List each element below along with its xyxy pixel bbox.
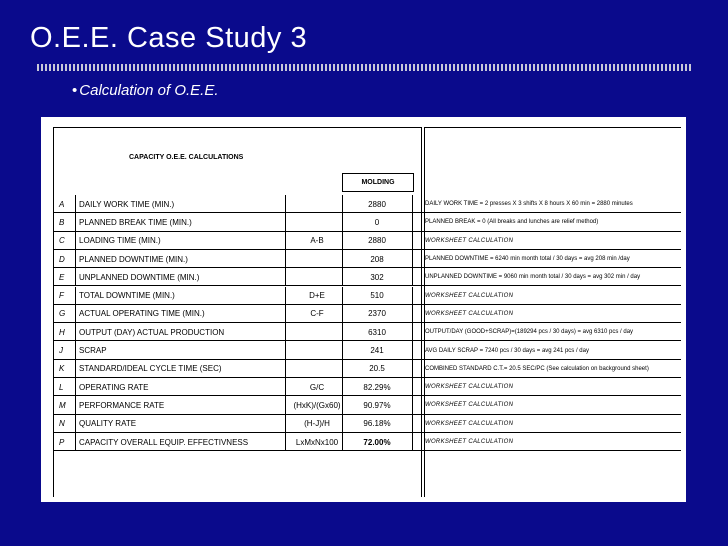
row-formula: D+E xyxy=(309,291,325,301)
row-letter: H xyxy=(59,327,65,337)
table-row xyxy=(41,305,686,323)
row-formula: LxMxNx100 xyxy=(295,437,339,447)
frame-top xyxy=(53,127,421,128)
row-note: WORKSHEET CALCULATION xyxy=(425,402,514,409)
row-formula xyxy=(285,360,349,378)
row-label: LOADING TIME (MIN.) xyxy=(79,236,161,246)
row-letter: K xyxy=(59,364,65,374)
column-divider xyxy=(412,213,413,231)
row-note: WORKSHEET CALCULATION xyxy=(425,310,514,317)
column-divider xyxy=(412,195,413,213)
bullet-icon: • xyxy=(72,82,78,99)
row-formula: C-F xyxy=(310,309,324,319)
table-row xyxy=(41,268,686,286)
row-value: 2880 xyxy=(368,236,386,246)
column-divider xyxy=(75,378,76,396)
table-row xyxy=(41,433,686,451)
row-formula: G/C xyxy=(309,382,325,392)
column-divider xyxy=(75,415,76,433)
row-label: UNPLANNED DOWNTIME (MIN.) xyxy=(79,272,200,282)
row-note: WORKSHEET CALCULATION xyxy=(425,420,514,427)
column-divider xyxy=(75,360,76,378)
row-note: DAILY WORK TIME = 2 presses X 3 shifts X 8 hours X 60 min = 2880 minutes xyxy=(425,201,633,208)
row-letter: A xyxy=(59,199,65,209)
row-value: 510 xyxy=(370,291,384,301)
row-value: 20.5 xyxy=(369,364,385,374)
row-value: 302 xyxy=(370,272,384,282)
row-label: SCRAP xyxy=(79,346,107,356)
row-note: OUTPUT/DAY (GOOD+SCRAP)=(189294 pcs / 30 days) = avg 6310 pcs / day xyxy=(425,329,634,336)
column-divider xyxy=(75,341,76,359)
row-label: PLANNED DOWNTIME (MIN.) xyxy=(79,254,188,264)
column-divider xyxy=(412,305,413,323)
subtitle-text: Calculation of O.E.E. xyxy=(79,82,219,99)
row-letter: N xyxy=(59,419,65,429)
column-divider xyxy=(75,305,76,323)
row-note: WORKSHEET CALCULATION xyxy=(425,292,514,299)
row-note: UNPLANNED DOWNTIME = 9060 min month total / 30 days = avg 302 min / day xyxy=(425,274,641,281)
table-row xyxy=(41,341,686,359)
worksheet-caption: CAPACITY O.E.E. CALCULATIONS xyxy=(129,154,244,161)
table-row xyxy=(41,360,686,378)
row-value: 90.97% xyxy=(363,400,391,410)
table-row xyxy=(41,378,686,396)
row-note: WORKSHEET CALCULATION xyxy=(425,439,514,446)
column-divider xyxy=(75,433,76,451)
row-label: PLANNED BREAK TIME (MIN.) xyxy=(79,217,192,227)
row-formula: (HxK)/(Gx60) xyxy=(293,400,341,410)
row-letter: L xyxy=(59,382,64,392)
column-divider xyxy=(412,378,413,396)
row-value: 82.29% xyxy=(363,382,391,392)
column-divider xyxy=(75,195,76,213)
row-formula: A-B xyxy=(310,236,324,246)
row-formula xyxy=(285,323,349,341)
row-value: 2370 xyxy=(368,309,386,319)
column-divider xyxy=(412,396,413,414)
table-row xyxy=(41,232,686,250)
column-divider xyxy=(412,415,413,433)
row-value: 208 xyxy=(370,254,384,264)
row-value: 0 xyxy=(374,217,380,227)
row-letter: D xyxy=(59,254,65,264)
row-letter: G xyxy=(59,309,66,319)
column-divider xyxy=(75,323,76,341)
column-divider xyxy=(412,250,413,268)
row-letter: P xyxy=(59,437,65,447)
row-formula xyxy=(285,195,349,213)
row-note: WORKSHEET CALCULATION xyxy=(425,237,514,244)
column-divider xyxy=(75,268,76,286)
row-letter: J xyxy=(59,346,63,356)
row-value: 2880 xyxy=(368,199,386,209)
row-note: PLANNED DOWNTIME = 6240 min month total / 30 days = avg 208 min /day xyxy=(425,256,630,263)
row-note: AVG DAILY SCRAP = 7240 pcs / 30 days = avg 241 pcs / day xyxy=(425,347,589,354)
row-value: 6310 xyxy=(368,327,386,337)
oee-worksheet xyxy=(41,117,686,502)
row-letter: F xyxy=(59,291,64,301)
row-letter: C xyxy=(59,236,65,246)
column-divider xyxy=(412,433,413,451)
column-divider xyxy=(412,232,413,250)
slide-title: O.E.E. Case Study 3 xyxy=(30,22,308,54)
row-value: 241 xyxy=(370,346,384,356)
table-row xyxy=(41,195,686,213)
row-value: 96.18% xyxy=(363,419,391,429)
table-row xyxy=(41,415,686,433)
row-label: DAILY WORK TIME (MIN.) xyxy=(79,199,175,209)
column-divider xyxy=(412,268,413,286)
table-row xyxy=(41,323,686,341)
table-row xyxy=(41,287,686,305)
slide-subtitle xyxy=(72,82,219,99)
row-letter: E xyxy=(59,272,65,282)
column-divider xyxy=(75,213,76,231)
row-label: STANDARD/IDEAL CYCLE TIME (SEC) xyxy=(79,364,222,374)
row-label: OUTPUT (DAY) ACTUAL PRODUCTION xyxy=(79,327,225,337)
row-note: COMBINED STANDARD C.T.= 20.5 SEC/PC (See calculation on background sheet) xyxy=(425,365,649,372)
row-formula xyxy=(285,341,349,359)
column-divider xyxy=(75,287,76,305)
column-divider xyxy=(412,323,413,341)
row-letter: B xyxy=(59,217,65,227)
column-divider xyxy=(75,232,76,250)
row-letter: M xyxy=(59,400,66,410)
column-divider xyxy=(75,396,76,414)
title-underline xyxy=(37,64,691,71)
row-label: PERFORMANCE RATE xyxy=(79,400,165,410)
molding-header: MOLDING xyxy=(342,173,414,192)
row-value: 72.00% xyxy=(363,437,391,447)
table-row xyxy=(41,250,686,268)
row-label: CAPACITY OVERALL EQUIP. EFFECTIVNESS xyxy=(79,437,249,447)
row-note: WORKSHEET CALCULATION xyxy=(425,384,514,391)
row-formula xyxy=(285,268,349,286)
row-label: TOTAL DOWNTIME (MIN.) xyxy=(79,291,175,301)
row-formula xyxy=(285,250,349,268)
column-divider xyxy=(75,250,76,268)
row-label: ACTUAL OPERATING TIME (MIN.) xyxy=(79,309,205,319)
table-row xyxy=(41,396,686,414)
frame-top-right xyxy=(424,127,681,128)
row-formula xyxy=(285,213,349,231)
table-row xyxy=(41,213,686,231)
row-formula: (H-J)/H xyxy=(304,419,330,429)
column-divider xyxy=(412,341,413,359)
row-note: PLANNED BREAK = 0 (All breaks and lunches are relief method) xyxy=(425,219,599,226)
row-label: QUALITY RATE xyxy=(79,419,137,429)
column-divider xyxy=(412,287,413,305)
row-label: OPERATING RATE xyxy=(79,382,149,392)
column-divider xyxy=(412,360,413,378)
